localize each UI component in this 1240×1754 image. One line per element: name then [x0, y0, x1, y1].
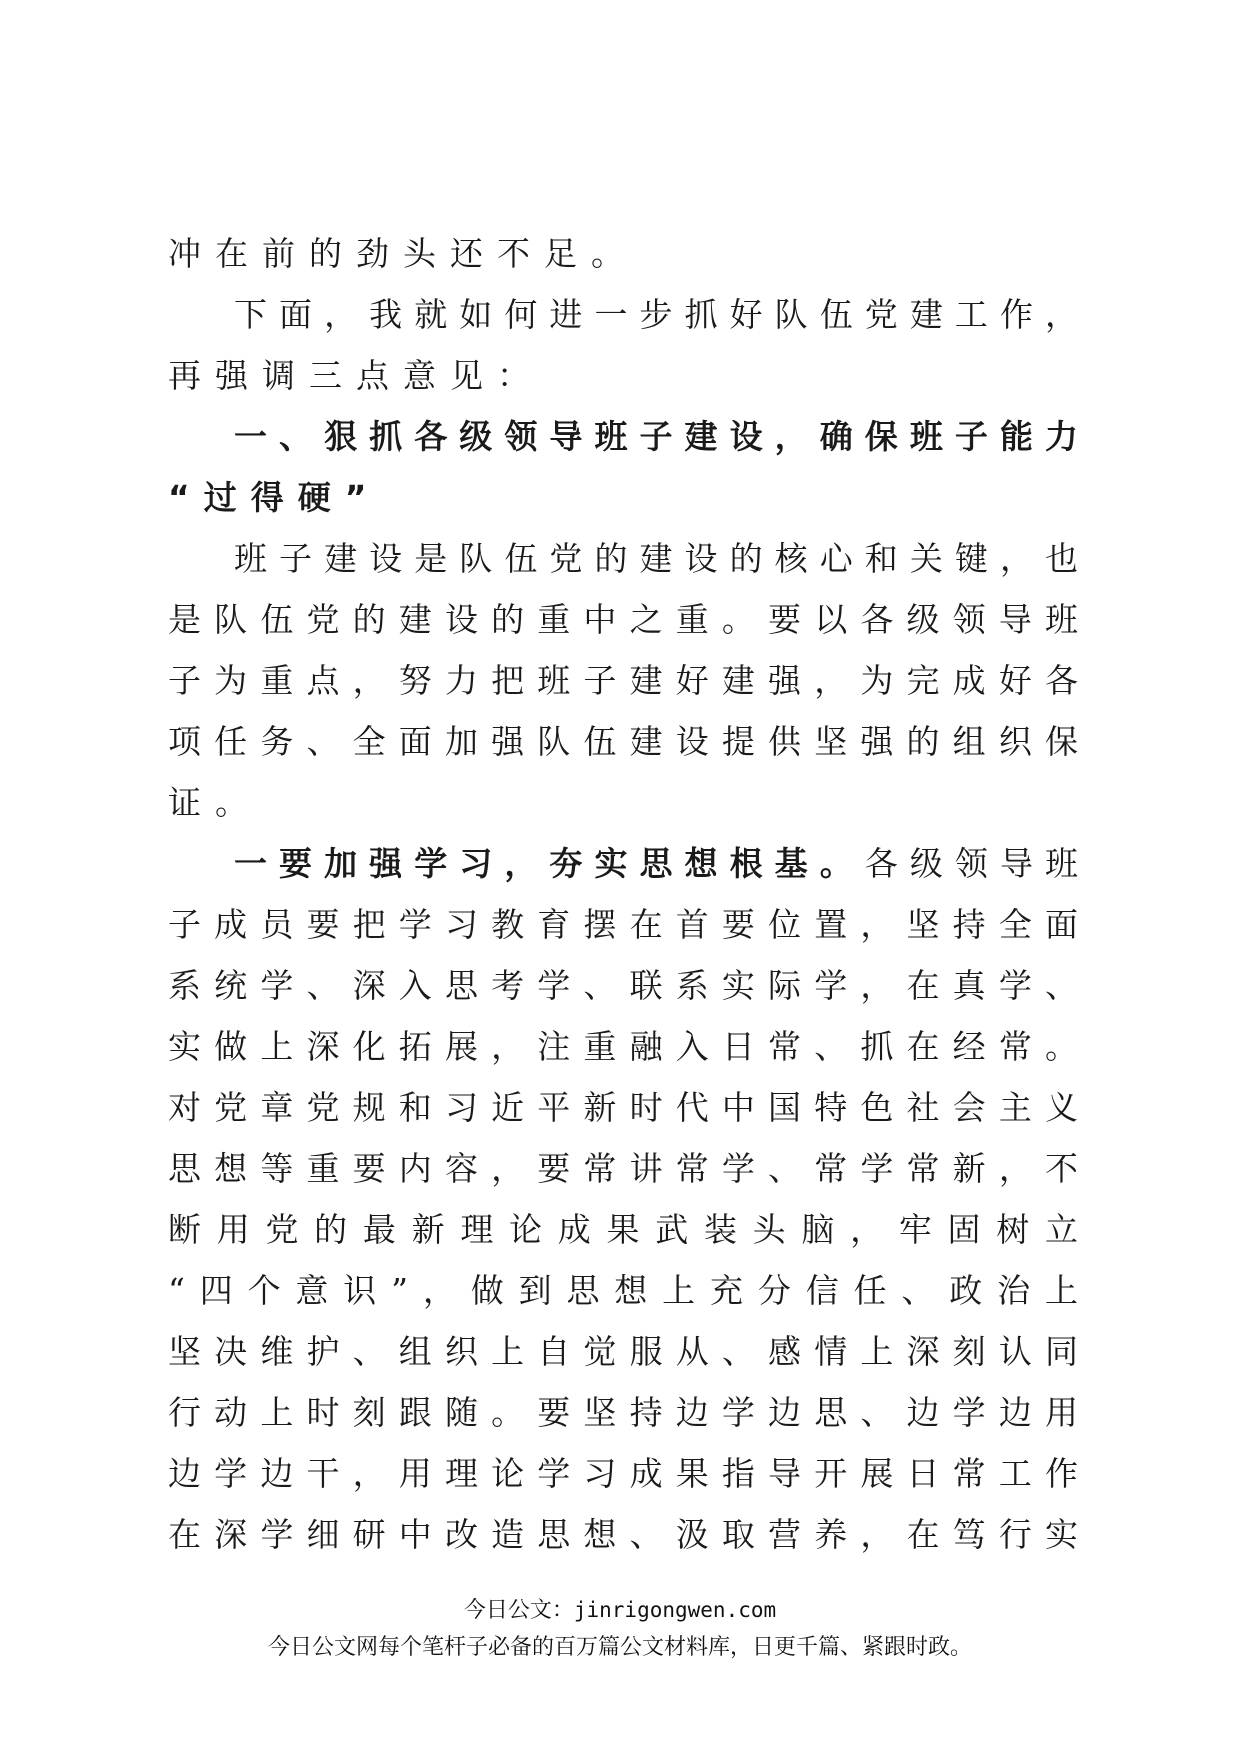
document-body — [168, 223, 1078, 1565]
text-line-12: 子成员要把学习教育摆在首要位置，坚持全面 — [168, 905, 1078, 944]
text-line-15: 对党章党规和习近平新时代中国特色社会主义 — [168, 1088, 1078, 1127]
footer-site — [0, 1594, 1240, 1627]
footer-tagline: 今日公文网每个笔杆子必备的百万篇公文材料库，日更千篇、紧跟时政。 — [267, 1635, 972, 1660]
section-heading-line-2: “过得硬” — [168, 478, 381, 517]
text-line-13: 系统学、深入思考学、联系实际学，在真学、 — [168, 966, 1078, 1005]
subheading-line — [168, 833, 1078, 894]
text-line-7: 是队伍党的建设的重中之重。要以各级领导班 — [168, 600, 1078, 639]
text-line-19: 坚决维护、组织上自觉服从、感情上深刻认同 — [168, 1332, 1078, 1371]
text-line-21: 边学边干，用理论学习成果指导开展日常工作 — [168, 1454, 1078, 1493]
footer-site-url[interactable]: jinrigongwen.com — [573, 1598, 777, 1622]
section-heading-line-1: 一、狠抓各级领导班子建设，确保班子能力 — [234, 417, 1078, 456]
text-line-16: 思想等重要内容，要常讲常学、常学常新，不 — [168, 1149, 1078, 1188]
text-line-10: 证。 — [168, 783, 262, 822]
text-line-6: 班子建设是队伍党的建设的核心和关键，也 — [234, 539, 1078, 578]
text-line-3: 再强调三点意见： — [168, 356, 544, 395]
text-line-2: 下面，我就如何进一步抓好队伍党建工作， — [234, 295, 1078, 334]
text-line-20: 行动上时刻跟随。要坚持边学边思、边学边用 — [168, 1393, 1078, 1432]
text-line-14: 实做上深化拓展，注重融入日常、抓在经常。 — [168, 1027, 1078, 1066]
subheading-continuation: 各级领导班 — [864, 844, 1078, 883]
text-line-17: 断用党的最新理论成果武装头脑，牢固树立 — [168, 1210, 1078, 1249]
text-line-22: 在深学细研中改造思想、汲取营养，在笃行实 — [168, 1515, 1078, 1554]
text-line-1: 冲在前的劲头还不足。 — [168, 234, 638, 273]
text-line-18: “四个意识”，做到思想上充分信任、政治上 — [168, 1271, 1078, 1310]
footer-site-label: 今日公文： — [463, 1598, 574, 1623]
text-line-9: 项任务、全面加强队伍建设提供坚强的组织保 — [168, 722, 1078, 761]
subheading-bold: 一要加强学习，夯实思想根基。 — [234, 844, 865, 883]
text-line-8: 子为重点，努力把班子建好建强，为完成好各 — [168, 661, 1078, 700]
